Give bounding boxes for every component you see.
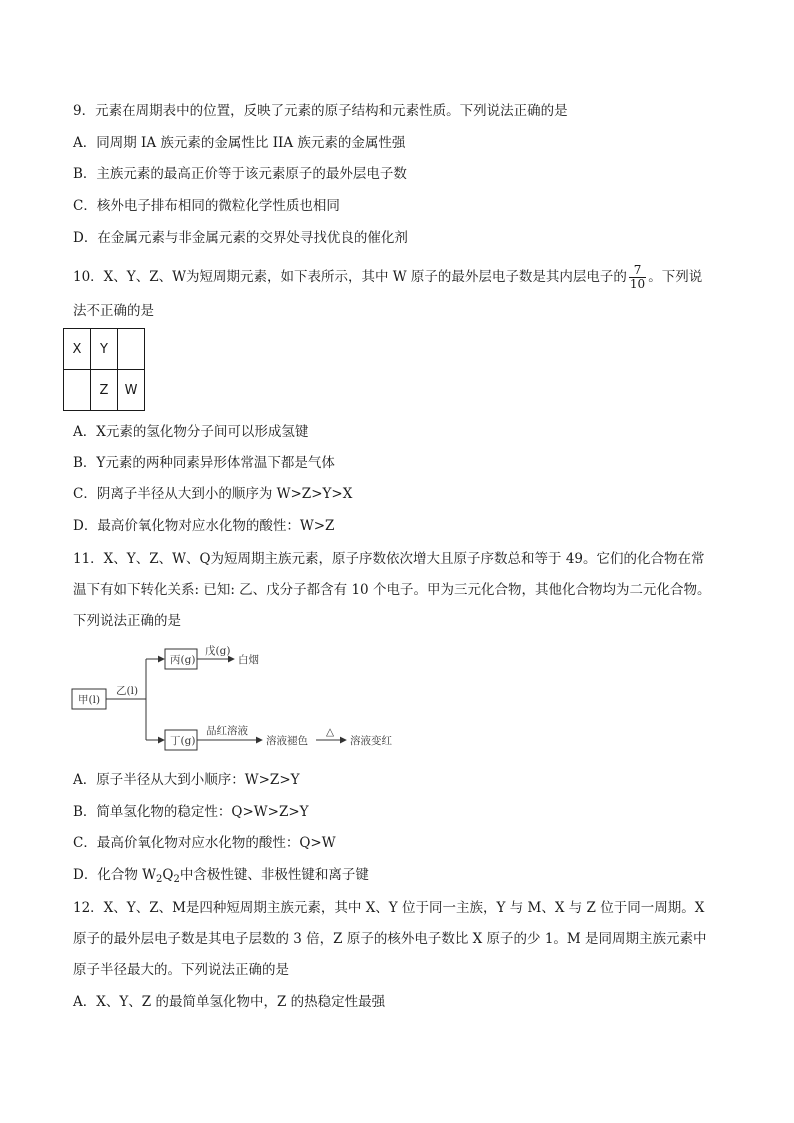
bing-label: 丙(g)	[170, 654, 196, 666]
q10-option-a: A．X元素的氢化物分子间可以形成氢键	[73, 424, 309, 440]
q11-conversion-diagram	[68, 644, 428, 754]
q11-option-b: B．简单氢化物的稳定性：Q>W>Z>Y	[73, 804, 309, 820]
q12-option-a: A．X、Y、Z 的最简单氢化物中，Z 的热稳定性最强	[73, 994, 386, 1010]
pinhong-label: 品红溶液	[206, 725, 248, 737]
q11-d-sub1: 2	[156, 874, 163, 885]
q10-stem-after: 。下列说	[648, 269, 703, 285]
q10-fraction	[629, 264, 646, 291]
q10-option-d: D．最高价氧化物对应水化物的酸性：W>Z	[73, 518, 335, 534]
ding-label: 丁(g)	[170, 735, 196, 747]
q11-d-pre: D．化合物 W	[73, 867, 156, 883]
q10-element-table	[63, 328, 145, 411]
baiyan-label: 白烟	[238, 654, 259, 666]
bianhong-label: 溶液变红	[350, 735, 392, 747]
q11-option-c: C．最高价氧化物对应水化物的酸性：Q>W	[73, 835, 336, 851]
q12-stem-line1: 12．X、Y、Z、M是四种短周期主族元素，其中 X、Y 位于同一主族，Y 与 M、X 与 Z 位于同一周期。X	[73, 900, 705, 916]
q11-stem-line2: 温下有如下转化关系: 已知: 乙、戊分子都含有 10 个电子。甲为三元化合物，其他化合物均为二元化合物。	[73, 582, 711, 598]
yi-label: 乙(l)	[116, 685, 139, 697]
table-cell	[64, 370, 91, 411]
q10-stem-line2: 法不正确的是	[73, 303, 154, 319]
q9-option-c: C．核外电子排布相同的微粒化学性质也相同	[73, 198, 340, 214]
table-cell	[118, 329, 145, 370]
jia-label: 甲(l)	[78, 694, 101, 706]
q11-d-post: 中含极性键、非极性键和离子键	[179, 867, 369, 883]
q11-stem-line3: 下列说法正确的是	[73, 613, 181, 629]
table-row	[64, 329, 145, 370]
q10-fraction-denominator: 10	[629, 277, 646, 291]
q9-option-d: D．在金属元素与非金属元素的交界处寻找优良的催化剂	[73, 230, 408, 246]
q10-fraction-numerator: 7	[629, 264, 646, 278]
q11-option-a: A．原子半径从大到小顺序：W>Z>Y	[73, 772, 300, 788]
tuise-label: 溶液褪色	[266, 735, 308, 747]
q12-stem-line2: 原子的最外层电子数是其电子层数的 3 倍，Z 原子的核外电子数比 X 原子的少 1。M 是同周期主族元素中	[73, 931, 707, 947]
table-cell: X	[64, 329, 91, 370]
q10-stem-before: 10．X、Y、Z、W为短周期元素，如下表所示，其中 W 原子的最外层电子数是其内层电子的	[73, 269, 627, 285]
q11-d-mid: Q	[162, 867, 174, 883]
q9-option-a: A．同周期 IA 族元素的金属性比 IIA 族元素的金属性强	[73, 135, 406, 151]
q9-stem: 9．元素在周期表中的位置，反映了元素的原子结构和元素性质。下列说法正确的是	[73, 103, 568, 119]
q10-option-c: C．阴离子半径从大到小的顺序为 W>Z>Y>X	[73, 486, 353, 502]
table-cell: W	[118, 370, 145, 411]
q10-stem-line1	[73, 264, 702, 291]
q11-stem-line1: 11．X、Y、Z、W、Q为短周期主族元素，原子序数依次增大且原子序数总和等于 49。它们的化合物在常	[73, 551, 705, 567]
table-row	[64, 370, 145, 411]
table-cell: Y	[91, 329, 118, 370]
q11-d-sub2: 2	[173, 874, 180, 885]
q11-option-d	[73, 865, 369, 885]
heat-label: △	[326, 726, 335, 738]
q12-stem-line3: 原子半径最大的。下列说法正确的是	[73, 962, 289, 978]
wu-label: 戊(g)	[205, 645, 231, 657]
table-cell: Z	[91, 370, 118, 411]
q10-option-b: B．Y元素的两种同素异形体常温下都是气体	[73, 455, 335, 471]
q9-option-b: B．主族元素的最高正价等于该元素原子的最外层电子数	[73, 166, 407, 182]
